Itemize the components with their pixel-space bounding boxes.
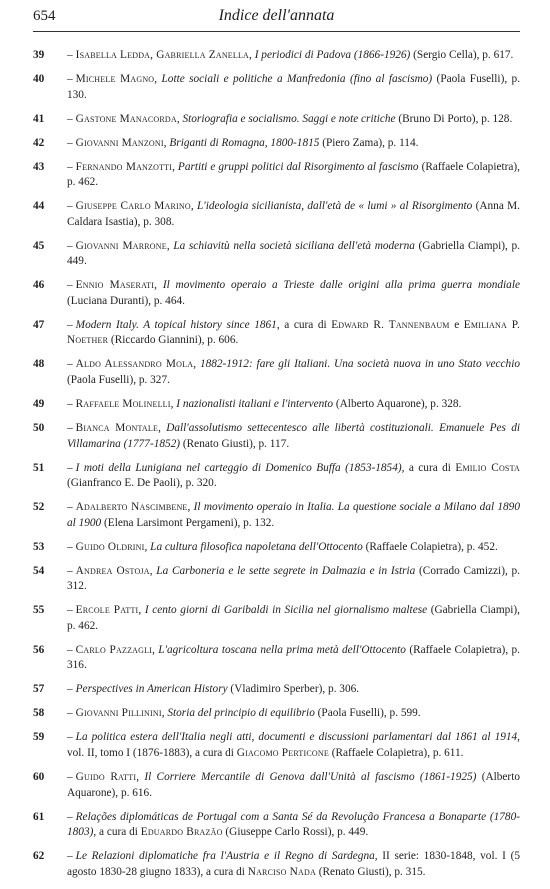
work-title: 1882-1912: fare gli Italiani. Una società nuova in uno Stato vecchio	[199, 358, 520, 371]
author-name: Andrea Ostoja	[75, 564, 150, 577]
author-name: Aldo Alessandro Mola	[75, 358, 194, 371]
entry-number: 51	[33, 461, 45, 474]
author-name: Giuseppe Carlo Marino	[75, 200, 191, 213]
entry-dash: –	[67, 850, 73, 863]
work-title: I periodici di Padova (1866-1926)	[254, 49, 411, 61]
entry-text: ,	[158, 421, 167, 434]
author-name: Adalberto Nascimbene	[75, 501, 188, 514]
index-entry	[33, 643, 520, 674]
entry-dash: –	[67, 731, 73, 744]
entry-dash: –	[67, 643, 73, 656]
entry-dash: –	[67, 604, 73, 617]
entry-dash: –	[67, 540, 73, 553]
index-entry	[33, 136, 520, 152]
entry-text: , vol. II, tomo I (1876-1883), a cura di	[67, 731, 520, 759]
author-name: Fernando Manzotti	[75, 160, 173, 173]
entry-text: (Raffaele Colapietra), p. 611.	[328, 747, 464, 759]
entry-number: 43	[33, 160, 45, 173]
author-name: Giacomo Perticone	[236, 747, 329, 759]
entry-dash: –	[67, 279, 73, 292]
entry-text: (Elena Larsimont Pergameni), p. 132.	[101, 516, 275, 529]
entry-number: 50	[33, 421, 45, 434]
entry-number: 57	[33, 683, 45, 696]
author-name: Narciso Nada	[247, 865, 316, 878]
entry-text: (Raffaele Colapietra), p. 462.	[67, 160, 520, 189]
author-name: Carlo Pazzagli	[75, 643, 153, 656]
page-header	[33, 8, 520, 30]
work-title: Briganti di Romagna, 1800-1815	[169, 136, 320, 149]
index-entry	[33, 421, 520, 452]
entry-text: (Paola Fuselli), p. 130.	[67, 72, 521, 101]
entry-text: (Alberto Aquarone), p. 328.	[333, 398, 462, 410]
entry-number: 46	[33, 279, 45, 292]
index-entry	[33, 849, 520, 880]
entry-text: (Anna M. Caldara Isastia), p. 308.	[67, 200, 521, 228]
entry-dash: –	[67, 358, 73, 371]
entry-text: (Renato Giusti), p. 117.	[180, 437, 290, 450]
entry-number: 53	[33, 540, 45, 553]
author-name: Gastone Manacorda	[75, 112, 177, 125]
index-entry	[33, 461, 520, 492]
entry-text: ,	[152, 643, 159, 656]
index-entry	[33, 112, 520, 128]
entry-dash: –	[67, 398, 73, 410]
author-name: Raffaele Molinelli	[75, 398, 171, 410]
entry-number: 47	[33, 318, 45, 331]
index-entry	[33, 564, 520, 595]
entry-dash: –	[67, 707, 73, 720]
author-name: Ercole Patti	[75, 604, 139, 617]
entry-number: 49	[33, 398, 45, 410]
work-title: Relações diplomáticas de Portugal com a Santa Sé da Revolução Francesa a Bonaparte (1780-1803)	[67, 810, 520, 839]
entry-text: (Bruno Di Porto), p. 128.	[395, 112, 513, 125]
entry-number: 62	[33, 850, 45, 863]
entry-text: ,	[190, 200, 198, 213]
index-entry	[33, 706, 520, 722]
author-name: Giovanni Pillinini	[75, 707, 162, 720]
entry-text: (Corrado Camizzi), p. 312.	[67, 564, 520, 593]
index-entry	[33, 730, 520, 761]
entry-number: 56	[33, 643, 45, 656]
entry-text: (Vladimiro Sperber), p. 306.	[227, 683, 360, 696]
entry-dash: –	[67, 318, 73, 331]
work-title: Perspectives in American History	[75, 683, 228, 696]
entry-text: ,	[249, 49, 255, 61]
work-title: Il movimento operaio a Trieste dalle origini alla prima guerra mondiale	[162, 279, 520, 292]
entry-text: ,	[144, 540, 151, 553]
running-title: Indice dell'annata	[218, 7, 335, 24]
entry-text: ,	[176, 112, 183, 125]
entry-number: 55	[33, 604, 45, 617]
entry-dash: –	[67, 160, 73, 173]
entry-number: 42	[33, 136, 45, 149]
work-title: Il movimento operaio in Italia. La questione sociale a Milano dal 1890 al 1900	[67, 501, 520, 529]
author-name: Isabella Ledda, Gabriella Zanella	[75, 49, 250, 61]
header-rule	[33, 31, 520, 32]
index-entry	[33, 770, 520, 801]
entry-text: ,	[166, 239, 174, 252]
index-entry	[33, 72, 520, 103]
entry-text: (Raffaele Colapietra), p. 316.	[67, 643, 520, 672]
entry-text: , II serie: 1830-1848, vol. I (5 agosto 1830-28 giugno 1833), a cura di	[67, 850, 520, 878]
author-name: Edward R. Tannenbaum	[331, 318, 450, 331]
author-name: Emilio Costa	[455, 461, 520, 474]
entry-dash: –	[67, 72, 73, 85]
entry-text: , a cura di	[93, 826, 141, 839]
entry-number: 48	[33, 358, 45, 371]
entry-text: ,	[161, 707, 168, 720]
author-name: Eduardo Brazão	[140, 826, 223, 839]
work-title: La Carboneria e le sette segrete in Dalmazia e in Istria	[156, 564, 416, 577]
index-entry	[33, 810, 520, 841]
entry-dash: –	[67, 112, 73, 125]
entry-number: 52	[33, 501, 45, 514]
index-entry	[33, 278, 520, 309]
entry-text: (Gianfranco E. De Paoli), p. 320.	[67, 477, 217, 490]
entry-number: 39	[33, 49, 45, 61]
entry-dash: –	[67, 501, 73, 514]
entry-dash: –	[67, 49, 73, 61]
index-entry	[33, 199, 520, 230]
entry-text: (Alberto Aquarone), p. 616.	[67, 770, 520, 799]
entry-text: (Raffaele Colapietra), p. 452.	[362, 540, 498, 553]
author-name: Giovanni Manzoni	[75, 136, 164, 149]
entry-text: ,	[193, 358, 200, 371]
work-title: Partiti e gruppi politici dal Risorgimento al fascismo	[177, 160, 419, 173]
entry-text: (Giuseppe Carlo Rossi), p. 449.	[222, 826, 369, 839]
entry-text: ,	[163, 136, 170, 149]
entry-number: 45	[33, 239, 45, 252]
author-name: Guido Oldrini	[75, 540, 145, 553]
entry-text: ,	[187, 501, 194, 514]
index-entry	[33, 500, 520, 531]
work-title: Lotte sociali e politiche a Manfredonia (fino al fascismo)	[161, 72, 433, 85]
entry-text: ,	[154, 72, 162, 85]
author-name: Bianca Montale	[75, 421, 159, 434]
entry-dash: –	[67, 200, 73, 213]
work-title: La cultura filosofica napoletana dell'Ottocento	[150, 540, 363, 553]
index-entry	[33, 318, 520, 349]
entry-number: 54	[33, 564, 45, 577]
entry-dash: –	[67, 461, 73, 474]
entry-text: (Sergio Cella), p. 617.	[410, 49, 514, 61]
entry-text: , a cura di	[276, 318, 332, 331]
author-name: Guido Ratti	[75, 770, 137, 783]
entry-number: 58	[33, 707, 45, 720]
entry-text: (Piero Zama), p. 114.	[319, 136, 419, 149]
index-entries	[33, 48, 520, 889]
entry-text: ,	[149, 564, 157, 577]
entry-number: 41	[33, 112, 45, 125]
entry-dash: –	[67, 239, 73, 252]
work-title: Storiografia e socialismo. Saggi e note critiche	[182, 112, 396, 125]
index-entry	[33, 160, 520, 191]
work-title: Modern Italy. A topical history since 1861	[75, 318, 277, 331]
entry-dash: –	[67, 770, 73, 783]
index-entry	[33, 603, 520, 634]
entry-text: (Gabriella Ciampi), p. 449.	[67, 239, 520, 268]
entry-dash: –	[67, 564, 73, 577]
entry-text: (Paola Fuselli), p. 327.	[67, 374, 170, 387]
entry-text: ,	[154, 279, 163, 292]
entry-text: e	[449, 318, 464, 331]
entry-number: 40	[33, 72, 45, 85]
work-title: Il Corriere Mercantile di Genova dall'Unità al fascismo (1861-1925)	[144, 770, 477, 783]
index-entry	[33, 48, 520, 64]
entry-text: ,	[170, 398, 177, 410]
index-entry	[33, 239, 520, 270]
work-title: Le Relazioni diplomatiche fra l'Austria e il Regno di Sardegna	[75, 850, 375, 863]
entry-text: , a cura di	[401, 461, 456, 474]
entry-text: (Gabriella Ciampi), p. 462.	[67, 604, 520, 632]
author-name: Ennio Maserati	[75, 279, 155, 292]
entry-number: 44	[33, 200, 45, 213]
entry-text: (Luciana Duranti), p. 464.	[67, 294, 185, 307]
entry-dash: –	[67, 421, 73, 434]
work-title: I nazionalisti italiani e l'intervento	[176, 398, 334, 410]
entry-text: (Paola Fuselli), p. 599.	[314, 707, 421, 720]
entry-number: 60	[33, 770, 45, 783]
entry-text: ,	[172, 160, 178, 173]
entry-number: 59	[33, 731, 45, 744]
entry-text: ,	[136, 770, 145, 783]
index-entry	[33, 682, 520, 698]
work-title: La schiavitù nella società siciliana dell'età moderna	[173, 239, 415, 252]
entry-dash: –	[67, 810, 73, 823]
work-title: La politica estera dell'Italia negli atti, documenti e discussioni parlamentari dal 1861 al 1914	[75, 731, 518, 744]
work-title: I cento giorni di Garibaldi in Sicilia nel giornalismo maltese	[144, 604, 428, 617]
entry-text: (Riccardo Giannini), p. 606.	[108, 334, 239, 347]
author-name: Giovanni Marrone	[75, 239, 167, 252]
index-entry	[33, 540, 520, 556]
entry-dash: –	[67, 136, 73, 149]
entry-dash: –	[67, 683, 73, 696]
work-title: Dall'assolutismo settecentesco alle libertà costituzionali. Emanuele Pes di Villamarina (1777-1852)	[67, 421, 520, 450]
index-entry	[33, 357, 520, 388]
work-title: L'agricoltura toscana nella prima metà dell'Ottocento	[158, 643, 406, 656]
work-title: L'ideologia sicilianista, dall'età de « lumi » al Risorgimento	[197, 200, 473, 213]
author-name: Michele Magno	[75, 72, 155, 85]
entry-text: ,	[138, 604, 145, 617]
index-entry	[33, 397, 520, 413]
work-title: I moti della Lunigiana nel carteggio di Domenico Buffa (1853-1854)	[75, 461, 402, 474]
entry-number: 61	[33, 810, 45, 823]
entry-text: (Renato Giusti), p. 315.	[315, 865, 426, 878]
page-number: 654	[33, 8, 56, 24]
work-title: Storia del principio di equilibrio	[167, 707, 315, 720]
author-name: Emiliana P. Noether	[67, 318, 520, 347]
